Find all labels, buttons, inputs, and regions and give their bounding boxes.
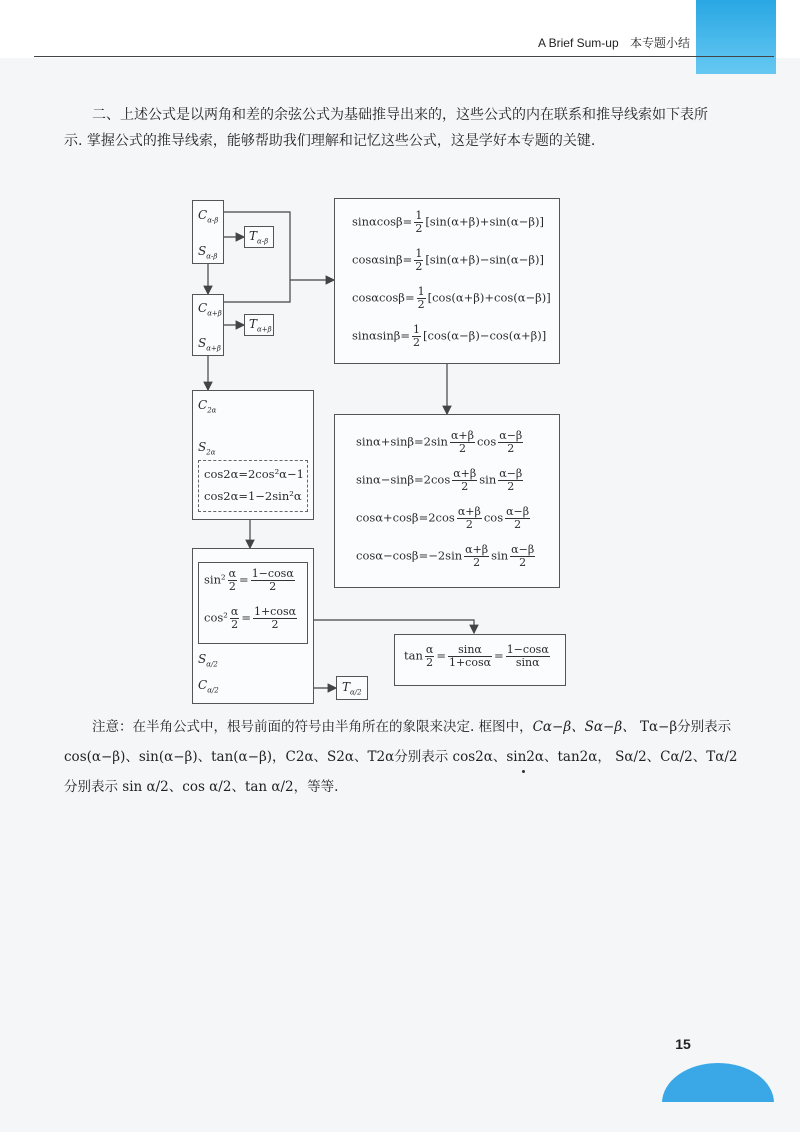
note-line-3: Sα/2、Cα/2、Tα/2分别表示 sin α/2、cos α/2、tan α/2，等等. — [64, 749, 738, 795]
tan-half-formula: tan $\frac{\alpha}{2}$ = $\frac{\sin\alpha}{1+\cos\alpha}$ = $\frac{1-\cos\alpha}{\sin\alpha}$ — [404, 643, 549, 669]
s-half-alpha: $S_{\alpha/2}$ — [198, 652, 218, 669]
c-half-alpha: $C_{\alpha/2}$ — [198, 678, 219, 695]
stray-dot — [522, 770, 525, 773]
product-to-sum-1: sinαcosβ= $\frac{1}{2}$ [sin(α+β)+sin(α−β)] — [352, 209, 544, 235]
note-paragraph — [64, 712, 744, 802]
s-alpha-plus-beta: $S_{\alpha+\beta}$ — [198, 336, 221, 353]
note-line-2: Tα−β分别表示 cos(α−β)、sin(α−β)、tan(α−β)，C2α、S2α、T2α分别表示 cos2α、sin2α、tan2α， — [64, 719, 732, 765]
sum-to-product-1: sinα+sinβ=2sin $\frac{\alpha+\beta}{2}$ cos $\frac{\alpha-\beta}{2}$ — [356, 429, 523, 455]
cos2a-eq2: cos2α=1−2sin²α — [204, 489, 302, 503]
s-2alpha: $S_{2\alpha}$ — [198, 440, 216, 457]
note-line-1: 注意：在半角公式中，根号前面的符号由半角所在的象限来决定. 框图中， — [92, 719, 533, 735]
s-alpha-minus-beta: $S_{\alpha-\beta}$ — [198, 244, 218, 261]
note-line-1-symbols: Cα−β、Sα−β、 — [532, 719, 636, 735]
t-alpha-plus-beta: $T_{\alpha+\beta}$ — [249, 317, 272, 334]
t-half-alpha: $T_{\alpha/2}$ — [342, 680, 362, 697]
header-english: A Brief Sum-up — [537, 36, 619, 50]
product-to-sum-4: sinαsinβ= $\frac{1}{2}$ [cos(α−β)−cos(α+β)] — [352, 323, 547, 349]
sum-to-product-2: sinα−sinβ=2cos $\frac{\alpha+\beta}{2}$ sin $\frac{\alpha-\beta}{2}$ — [356, 467, 523, 493]
c-alpha-plus-beta: $C_{\alpha+\beta}$ — [198, 301, 222, 318]
c-alpha-minus-beta: $C_{\alpha-\beta}$ — [198, 208, 219, 225]
page-number: 15 — [675, 1036, 691, 1052]
cos2a-eq1: cos2α=2cos²α−1 — [204, 467, 304, 481]
cos-half-square: cos² $\frac{\alpha}{2}$ = $\frac{1+\cos\alpha}{2}$ — [204, 605, 297, 631]
intro-paragraph: 二、上述公式是以两角和差的余弦公式为基础推导出来的，这些公式的内在联系和推导线索如下表所示. 掌握公式的推导线索，能够帮助我们理解和记忆这些公式，这是学好本专题的关键. — [64, 107, 708, 149]
sum-to-product-3: cosα+cosβ=2cos $\frac{\alpha+\beta}{2}$ cos $\frac{\alpha-\beta}{2}$ — [356, 505, 530, 531]
sum-to-product-4: cosα−cosβ=−2sin $\frac{\alpha+\beta}{2}$ sin $\frac{\alpha-\beta}{2}$ — [356, 543, 535, 569]
c-2alpha: $C_{2\alpha}$ — [198, 398, 217, 415]
sin-half-square: sin² $\frac{\alpha}{2}$ = $\frac{1-\cos\alpha}{2}$ — [204, 567, 294, 593]
product-to-sum-3: cosαcosβ= $\frac{1}{2}$ [cos(α+β)+cos(α−β)] — [352, 285, 551, 311]
header-chinese: 本专题小结 — [629, 36, 690, 50]
t-alpha-minus-beta: $T_{\alpha-\beta}$ — [249, 229, 269, 246]
product-to-sum-2: cosαsinβ= $\frac{1}{2}$ [sin(α+β)−sin(α−β)] — [352, 247, 544, 273]
